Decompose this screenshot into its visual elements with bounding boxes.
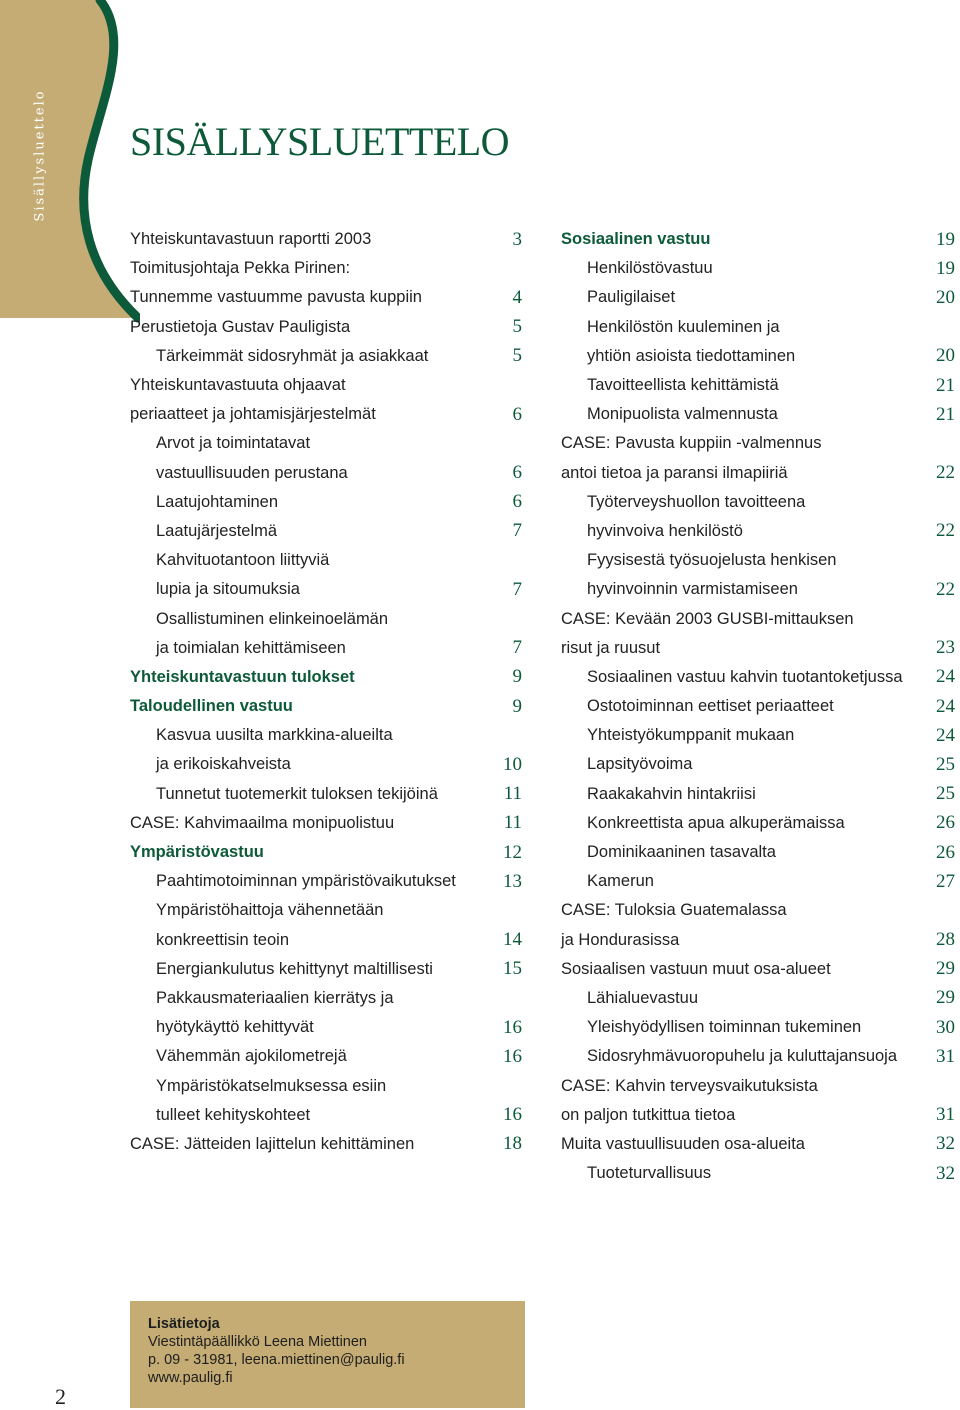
toc-entry bbox=[130, 809, 522, 838]
toc-page-number: 9 bbox=[512, 695, 522, 717]
toc-page-number: 23 bbox=[936, 637, 955, 659]
toc-entry-title: Yleishyödyllisen toiminnan tukeminen bbox=[587, 1018, 862, 1037]
toc-entry bbox=[561, 429, 955, 458]
toc-page-number: 29 bbox=[936, 958, 955, 980]
toc-entry bbox=[130, 313, 522, 342]
toc-page-number: 19 bbox=[936, 228, 955, 250]
toc-entry-title: Yhteiskuntavastuuta ohjaavat bbox=[130, 376, 346, 395]
toc-entry bbox=[561, 342, 955, 371]
toc-page-number: 5 bbox=[512, 316, 522, 338]
toc-entry-title: Toimitusjohtaja Pekka Pirinen: bbox=[130, 259, 351, 278]
toc-entry bbox=[561, 1071, 955, 1100]
toc-page-number: 32 bbox=[936, 1162, 955, 1184]
toc-entry-title: Kahvituotantoon liittyviä bbox=[156, 551, 330, 570]
toc-entry bbox=[561, 254, 955, 283]
toc-entry bbox=[561, 809, 955, 838]
toc-page-number: 32 bbox=[936, 1133, 955, 1155]
toc-entry bbox=[130, 429, 522, 458]
toc-entry-title: ja toimialan kehittämiseen bbox=[156, 638, 346, 657]
toc-entry-title: lupia ja sitoumuksia bbox=[156, 580, 300, 599]
toc-entry-title: Perustietoja Gustav Pauligista bbox=[130, 317, 351, 336]
toc-entry bbox=[561, 1042, 955, 1071]
toc-page-number: 19 bbox=[936, 257, 955, 279]
toc-entry bbox=[130, 780, 522, 809]
toc-entry-title: Dominikaaninen tasavalta bbox=[587, 843, 776, 862]
toc-page-number: 26 bbox=[936, 841, 955, 863]
toc-entry bbox=[561, 1101, 955, 1130]
toc-page-number: 18 bbox=[503, 1133, 522, 1155]
toc-entry-title: yhtiön asioista tiedottaminen bbox=[587, 346, 796, 365]
toc-entry-title: Arvot ja toimintatavat bbox=[156, 434, 311, 453]
toc-entry-title: Lapsityövoima bbox=[587, 755, 693, 774]
toc-page-number: 27 bbox=[936, 870, 955, 892]
toc-page-number: 24 bbox=[936, 666, 955, 688]
toc-entry bbox=[130, 1013, 522, 1042]
toc-entry-title: Kasvua uusilta markkina-alueilta bbox=[156, 726, 393, 745]
toc-page-number: 16 bbox=[503, 1045, 522, 1067]
toc-page-number: 20 bbox=[936, 286, 955, 308]
toc-entry bbox=[130, 721, 522, 750]
toc-entry bbox=[561, 750, 955, 779]
toc-entry-title: Kamerun bbox=[587, 872, 654, 891]
toc-entry bbox=[130, 1101, 522, 1130]
toc-entry-title: konkreettisin teoin bbox=[156, 930, 289, 949]
toc-page-number: 16 bbox=[503, 1104, 522, 1126]
toc-section-heading bbox=[130, 692, 522, 721]
toc-entry-title: Osallistuminen elinkeinoelämän bbox=[156, 609, 389, 628]
toc-entry-title: Ympäristökatselmuksessa esiin bbox=[156, 1076, 387, 1095]
toc-entry-title: Muita vastuullisuuden osa-alueita bbox=[561, 1134, 805, 1153]
toc-page-number: 6 bbox=[512, 403, 522, 425]
toc-entry bbox=[561, 400, 955, 429]
toc-entry bbox=[561, 1159, 955, 1188]
toc-entry-title: hyötykäyttö kehittyvät bbox=[156, 1018, 314, 1037]
page-title: SISÄLLYSLUETTELO bbox=[130, 119, 510, 164]
toc-entry-title: Ympäristöhaittoja vähennetään bbox=[156, 901, 384, 920]
toc-entry bbox=[130, 254, 522, 283]
toc-page-number: 30 bbox=[936, 1016, 955, 1038]
toc-page-number: 15 bbox=[503, 958, 522, 980]
toc-entry-title: Raakakahvin hintakriisi bbox=[587, 784, 756, 803]
toc-page-number: 26 bbox=[936, 812, 955, 834]
toc-entry-title: Ympäristövastuu bbox=[130, 843, 264, 862]
toc-entry bbox=[130, 575, 522, 604]
toc-entry bbox=[561, 955, 955, 984]
toc-left-column bbox=[130, 225, 522, 1159]
toc-page-number: 21 bbox=[936, 374, 955, 396]
toc-entry bbox=[130, 283, 522, 312]
toc-entry bbox=[130, 750, 522, 779]
toc-entry bbox=[130, 604, 522, 633]
toc-entry-title: Konkreettista apua alkuperämaissa bbox=[587, 813, 845, 832]
toc-page-number: 31 bbox=[936, 1104, 955, 1126]
toc-entry bbox=[130, 400, 522, 429]
toc-entry bbox=[561, 575, 955, 604]
toc-entry bbox=[130, 926, 522, 955]
toc-entry bbox=[561, 926, 955, 955]
toc-entry-title: Tuoteturvallisuus bbox=[587, 1164, 712, 1183]
toc-entry-title: hyvinvoiva henkilöstö bbox=[587, 521, 743, 540]
toc-page-number: 7 bbox=[512, 578, 522, 600]
toc-entry-title: Työterveyshuollon tavoitteena bbox=[587, 492, 806, 511]
info-web: www.paulig.fi bbox=[148, 1370, 233, 1386]
info-phone-email: p. 09 - 31981, leena.miettinen@paulig.fi bbox=[148, 1352, 405, 1368]
toc-entry-title: ja Hondurasissa bbox=[561, 930, 680, 949]
toc-page-number: 9 bbox=[512, 666, 522, 688]
toc-entry bbox=[561, 459, 955, 488]
toc-entry-title: Henkilöstövastuu bbox=[587, 259, 713, 278]
toc-entry bbox=[561, 692, 955, 721]
toc-entry-title: Energiankulutus kehittynyt maltillisesti bbox=[156, 959, 433, 978]
toc-entry bbox=[130, 634, 522, 663]
toc-entry-title: vastuullisuuden perustana bbox=[156, 463, 348, 482]
toc-entry bbox=[130, 955, 522, 984]
toc-entry-title: Yhteiskuntavastuun tulokset bbox=[130, 667, 355, 686]
toc-entry-title: Tunnemme vastuumme pavusta kuppiin bbox=[130, 288, 422, 307]
toc-entry-title: periaatteet ja johtamisjärjestelmät bbox=[130, 405, 376, 424]
toc-entry-title: Laatujärjestelmä bbox=[156, 521, 278, 540]
toc-entry bbox=[561, 780, 955, 809]
toc-page-number: 24 bbox=[936, 695, 955, 717]
toc-page-number: 10 bbox=[503, 753, 522, 775]
toc-page-number: 31 bbox=[936, 1045, 955, 1067]
toc-entry bbox=[130, 867, 522, 896]
toc-page-number: 6 bbox=[512, 491, 522, 513]
toc-entry-title: risut ja ruusut bbox=[561, 638, 661, 657]
toc-entry bbox=[561, 984, 955, 1013]
toc-page-number: 12 bbox=[503, 841, 522, 863]
toc-page-number: 5 bbox=[512, 345, 522, 367]
toc-entry bbox=[130, 1071, 522, 1100]
toc-entry-title: Paahtimotoiminnan ympäristövaikutukset bbox=[156, 872, 456, 891]
toc-page-number: 22 bbox=[936, 520, 955, 542]
toc-page-number: 24 bbox=[936, 724, 955, 746]
side-section-label: Sisällysluettelo bbox=[32, 88, 48, 222]
toc-entry-title: CASE: Tuloksia Guatemalassa bbox=[561, 901, 787, 920]
toc-entry-title: tulleet kehityskohteet bbox=[156, 1105, 311, 1124]
toc-entry bbox=[130, 896, 522, 925]
toc-entry-title: Tärkeimmät sidosryhmät ja asiakkaat bbox=[156, 346, 429, 365]
toc-entry-title: CASE: Jätteiden lajittelun kehittäminen bbox=[130, 1134, 415, 1153]
toc-page-number: 20 bbox=[936, 345, 955, 367]
toc-entry bbox=[561, 1130, 955, 1159]
toc-page-number: 22 bbox=[936, 462, 955, 484]
toc-entry bbox=[561, 867, 955, 896]
toc-entry bbox=[561, 721, 955, 750]
toc-page-number: 22 bbox=[936, 578, 955, 600]
page-number: 2 bbox=[55, 1384, 66, 1409]
toc-entry bbox=[561, 838, 955, 867]
toc-page-number: 21 bbox=[936, 403, 955, 425]
toc-entry-title: Yhteiskuntavastuun raportti 2003 bbox=[130, 230, 372, 249]
toc-entry-title: Sosiaalinen vastuu kahvin tuotantoketjussa bbox=[587, 667, 903, 686]
toc-page-number: 7 bbox=[512, 520, 522, 542]
toc-section-heading bbox=[130, 838, 522, 867]
toc-section-heading bbox=[561, 225, 955, 254]
toc-entry-title: CASE: Kevään 2003 GUSBI-mittauksen bbox=[561, 609, 854, 628]
toc-entry-title: Monipuolista valmennusta bbox=[587, 405, 778, 424]
toc-entry bbox=[561, 896, 955, 925]
toc-page-number: 4 bbox=[512, 286, 522, 308]
toc-page-number: 25 bbox=[936, 753, 955, 775]
toc-entry-title: Sosiaalinen vastuu bbox=[561, 230, 711, 249]
toc-entry bbox=[561, 371, 955, 400]
toc-entry-title: Taloudellinen vastuu bbox=[130, 697, 293, 716]
toc-entry bbox=[561, 313, 955, 342]
toc-entry-title: on paljon tutkittua tietoa bbox=[561, 1105, 736, 1124]
toc-entry-title: Fyysisestä työsuojelusta henkisen bbox=[587, 551, 837, 570]
toc-entry-title: CASE: Kahvimaailma monipuolistuu bbox=[130, 813, 395, 832]
toc-entry-title: Tavoitteellista kehittämistä bbox=[587, 376, 779, 395]
toc-entry bbox=[561, 546, 955, 575]
toc-entry-title: Sidosryhmävuoropuhelu ja kuluttajansuoja bbox=[587, 1047, 898, 1066]
toc-page-number: 28 bbox=[936, 929, 955, 951]
info-title: Lisätietoja bbox=[148, 1316, 220, 1332]
toc-page-number: 16 bbox=[503, 1016, 522, 1038]
toc-entry-title: Pauligilaiset bbox=[587, 288, 676, 307]
toc-entry-title: Yhteistyökumppanit mukaan bbox=[587, 726, 795, 745]
toc-entry-title: antoi tietoa ja paransi ilmapiiriä bbox=[561, 463, 788, 482]
toc-entry bbox=[561, 634, 955, 663]
toc-entry-title: CASE: Kahvin terveysvaikutuksista bbox=[561, 1076, 818, 1095]
toc-entry bbox=[130, 1042, 522, 1071]
toc-page-number: 13 bbox=[503, 870, 522, 892]
toc-page-number: 29 bbox=[936, 987, 955, 1009]
toc-entry bbox=[561, 1013, 955, 1042]
toc-entry bbox=[561, 663, 955, 692]
toc-entry-title: Laatujohtaminen bbox=[156, 492, 279, 511]
toc-right-column bbox=[561, 225, 955, 1188]
toc-entry bbox=[561, 283, 955, 312]
toc-page-number: 6 bbox=[512, 462, 522, 484]
toc-page-number: 11 bbox=[503, 812, 522, 834]
toc-entry-title: Tunnetut tuotemerkit tuloksen tekijöinä bbox=[156, 784, 438, 803]
toc-entry bbox=[561, 517, 955, 546]
toc-entry-title: ja erikoiskahveista bbox=[156, 755, 291, 774]
toc-entry bbox=[130, 488, 522, 517]
toc-entry bbox=[130, 517, 522, 546]
toc-entry bbox=[561, 488, 955, 517]
toc-entry-title: Lähialuevastuu bbox=[587, 988, 699, 1007]
toc-entry bbox=[561, 604, 955, 633]
toc-page-number: 11 bbox=[503, 783, 522, 805]
toc-page-number: 3 bbox=[512, 228, 522, 250]
toc-entry-title: Vähemmän ajokilometrejä bbox=[156, 1047, 347, 1066]
toc-entry bbox=[130, 1130, 522, 1159]
contact-info-box bbox=[130, 1301, 525, 1408]
toc-entry bbox=[130, 371, 522, 400]
toc-page-number: 7 bbox=[512, 637, 522, 659]
toc-page-number: 25 bbox=[936, 783, 955, 805]
toc-section-heading bbox=[130, 663, 522, 692]
toc-entry-title: Ostotoiminnan eettiset periaatteet bbox=[587, 697, 834, 716]
toc-entry-title: Pakkausmateriaalien kierrätys ja bbox=[156, 988, 394, 1007]
toc-entry bbox=[130, 459, 522, 488]
toc-entry bbox=[130, 225, 522, 254]
toc-entry-title: Henkilöstön kuuleminen ja bbox=[587, 317, 780, 336]
toc-entry bbox=[130, 342, 522, 371]
info-contact: Viestintäpäällikkö Leena Miettinen bbox=[148, 1334, 367, 1350]
toc-page-number: 14 bbox=[503, 929, 522, 951]
toc-entry-title: CASE: Pavusta kuppiin -valmennus bbox=[561, 434, 822, 453]
toc-entry bbox=[130, 984, 522, 1013]
toc-entry bbox=[130, 546, 522, 575]
toc-entry-title: Sosiaalisen vastuun muut osa-alueet bbox=[561, 959, 831, 978]
toc-entry-title: hyvinvoinnin varmistamiseen bbox=[587, 580, 798, 599]
